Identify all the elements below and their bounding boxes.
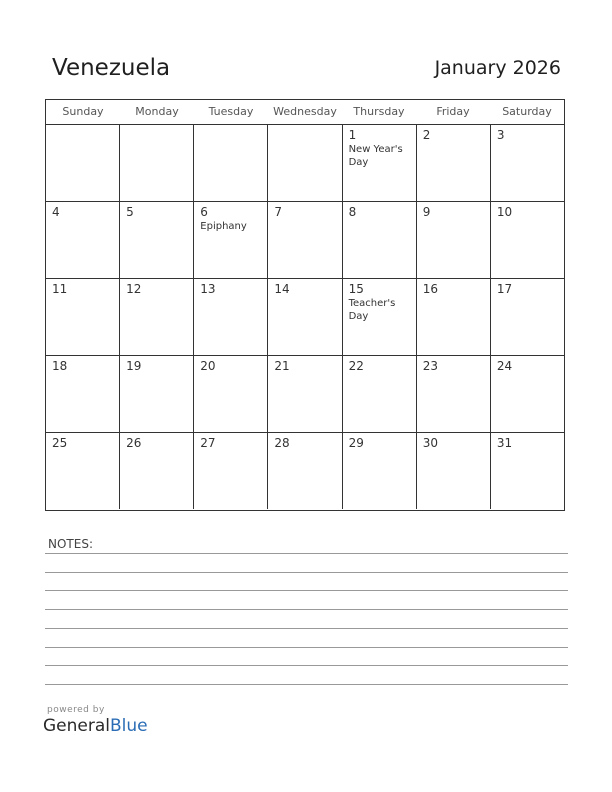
calendar-week-row	[46, 356, 564, 433]
day-cell	[268, 125, 342, 201]
day-number: 2	[422, 128, 431, 142]
day-cell	[491, 356, 564, 432]
day-number: 1	[348, 128, 357, 142]
day-cell	[194, 433, 268, 509]
brand-logo[interactable]	[43, 716, 148, 736]
day-cell	[46, 356, 120, 432]
day-number: 7	[274, 205, 283, 219]
day-cell	[268, 279, 342, 355]
day-number: 25	[52, 436, 68, 450]
day-number: 21	[274, 359, 290, 373]
day-number: 5	[126, 205, 134, 219]
day-number: 9	[422, 205, 431, 219]
day-number: 22	[348, 359, 364, 373]
day-number: 11	[52, 282, 68, 296]
day-number: 26	[126, 436, 142, 450]
brand-blue: Blue	[110, 716, 148, 736]
day-number: 4	[52, 205, 60, 219]
day-cell	[194, 279, 268, 355]
weekday-friday: Friday	[436, 105, 470, 118]
weekday-monday: Monday	[135, 105, 179, 118]
day-cell	[491, 279, 564, 355]
day-cell	[417, 202, 491, 278]
note-line	[45, 665, 568, 666]
day-number: 27	[200, 436, 216, 450]
calendar-week-row	[46, 433, 564, 509]
day-number: 20	[200, 359, 216, 373]
brand-general: General	[43, 716, 110, 736]
calendar-grid	[45, 99, 565, 511]
holiday-label: New Year's Day	[348, 144, 403, 168]
day-cell	[194, 125, 268, 201]
day-number: 15	[348, 282, 364, 296]
note-line	[45, 590, 568, 591]
note-line	[45, 628, 568, 629]
day-cell	[417, 356, 491, 432]
powered-by-text: powered by	[47, 705, 105, 715]
note-line	[45, 684, 568, 685]
day-cell	[268, 433, 342, 509]
day-number: 24	[496, 359, 513, 373]
day-cell	[343, 356, 417, 432]
weekday-tuesday: Tuesday	[208, 105, 254, 118]
day-number: 23	[422, 359, 438, 373]
note-line	[45, 609, 568, 610]
day-number: 12	[126, 282, 142, 296]
day-cell	[491, 433, 564, 509]
day-number: 30	[422, 436, 438, 450]
day-cell	[194, 356, 268, 432]
day-cell	[268, 202, 342, 278]
day-number: 10	[496, 205, 513, 219]
day-number: 16	[422, 282, 438, 296]
day-number: 18	[52, 359, 68, 373]
day-number: 17	[496, 282, 513, 296]
weekday-thursday: Thursday	[353, 105, 405, 118]
day-cell	[343, 433, 417, 509]
weekday-wednesday: Wednesday	[273, 105, 337, 118]
day-cell	[120, 279, 194, 355]
note-line	[45, 572, 568, 573]
day-cell	[417, 279, 491, 355]
day-cell	[120, 202, 194, 278]
calendar-week-row	[46, 202, 564, 279]
calendar-week-row	[46, 125, 564, 202]
day-number: 13	[200, 282, 216, 296]
calendar-week-row	[46, 279, 564, 356]
weekday-saturday: Saturday	[502, 105, 552, 118]
day-cell	[491, 202, 564, 278]
day-cell	[491, 125, 564, 201]
calendar-month: January 2026	[434, 57, 561, 79]
day-number: 3	[496, 128, 505, 142]
weekday-sunday: Sunday	[62, 105, 104, 118]
day-cell	[417, 125, 491, 201]
day-cell	[46, 279, 120, 355]
day-cell	[46, 125, 120, 201]
day-cell	[343, 202, 417, 278]
day-number: 19	[126, 359, 142, 373]
day-cell	[120, 356, 194, 432]
day-cell	[46, 202, 120, 278]
note-line	[45, 553, 568, 554]
day-cell	[46, 433, 120, 509]
day-number: 31	[496, 436, 513, 450]
day-cell	[120, 125, 194, 201]
day-cell	[268, 356, 342, 432]
day-cell	[417, 433, 491, 509]
weekday-header-row	[46, 100, 564, 125]
day-number: 29	[348, 436, 364, 450]
day-number: 8	[348, 205, 357, 219]
day-cell	[194, 202, 268, 278]
day-cell	[343, 279, 417, 355]
notes-label: NOTES:	[48, 537, 93, 551]
day-number: 28	[274, 436, 290, 450]
day-number: 14	[274, 282, 290, 296]
day-cell	[343, 125, 417, 201]
holiday-label: Teacher's Day	[348, 298, 396, 322]
calendar-title: Venezuela	[52, 55, 171, 81]
day-cell	[120, 433, 194, 509]
note-line	[45, 647, 568, 648]
day-number: 6	[200, 205, 208, 219]
holiday-label: Epiphany	[200, 221, 247, 232]
